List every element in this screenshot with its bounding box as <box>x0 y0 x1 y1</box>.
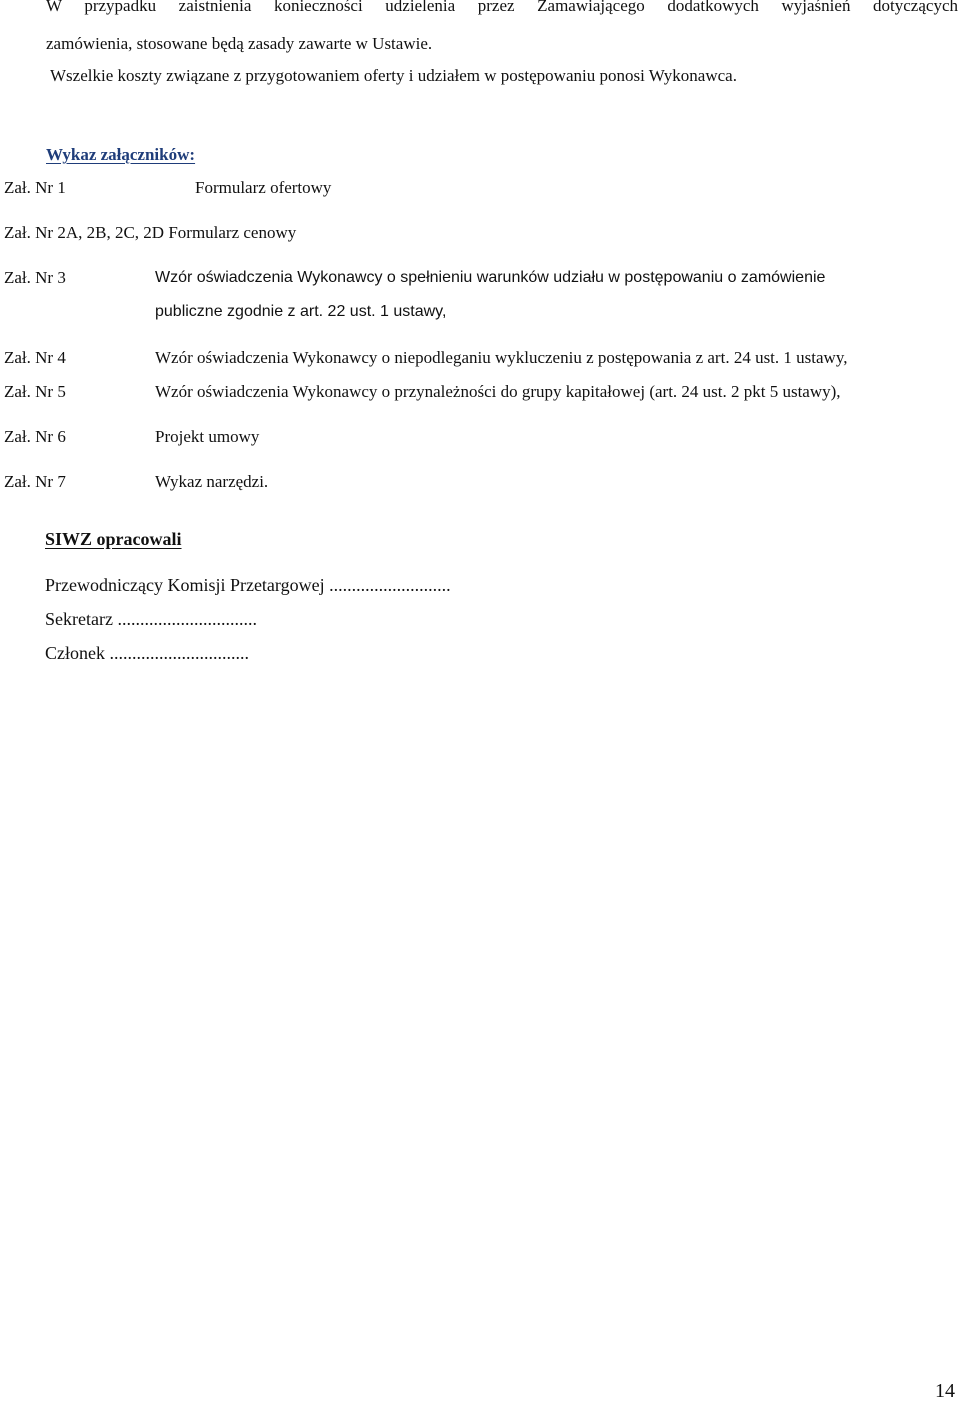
siwz-chairman-line: Przewodniczący Komisji Przetargowej ........................... <box>45 575 451 595</box>
intro-line-3: Wszelkie koszty związane z przygotowaniem oferty i udziałem w postępowaniu ponosi Wykonawca. <box>50 66 737 85</box>
attachment-label-7: Zał. Nr 7 <box>4 472 66 491</box>
attachment-label-4: Zał. Nr 4 <box>4 348 66 367</box>
siwz-heading: SIWZ opracowali <box>45 529 182 549</box>
attachments-heading: Wykaz załączników: <box>46 145 196 164</box>
attachment-label-6: Zał. Nr 6 <box>4 427 66 446</box>
intro-line-2: zamówienia, stosowane będą zasady zawarte w Ustawie. <box>46 34 433 53</box>
page-number: 14 <box>935 1380 955 1402</box>
attachment-desc-7: Wykaz narzędzi. <box>155 472 269 491</box>
attachment-desc-1: Formularz ofertowy <box>195 178 332 197</box>
attachment-label-3: Zał. Nr 3 <box>4 268 66 287</box>
attachment-label-1: Zał. Nr 1 <box>4 178 66 197</box>
attachment-desc-4: Wzór oświadczenia Wykonawcy o niepodleganiu wykluczeniu z postępowania z art. 24 ust. 1 ustawy, <box>155 348 848 367</box>
siwz-secretary-line: Sekretarz ............................... <box>45 609 257 629</box>
attachment-desc-3-cont: publiczne zgodnie z art. 22 ust. 1 ustawy, <box>155 303 447 320</box>
attachment-desc-6: Projekt umowy <box>155 427 260 446</box>
intro-line-1: W przypadku zaistnienia konieczności udzielenia przez Zamawiającego dodatkowych wyjaśnień dotyczących <box>46 0 958 15</box>
attachment-label-2: Zał. Nr 2A, 2B, 2C, 2D Formularz cenowy <box>4 223 297 242</box>
attachment-label-5: Zał. Nr 5 <box>4 382 66 401</box>
attachment-desc-3: Wzór oświadczenia Wykonawcy o spełnieniu warunków udziału w postępowaniu o zamówienie <box>155 269 826 286</box>
attachment-desc-5: Wzór oświadczenia Wykonawcy o przynależności do grupy kapitałowej (art. 24 ust. 2 pkt 5 ustawy), <box>155 382 841 401</box>
siwz-member-line: Członek ............................... <box>45 643 249 663</box>
